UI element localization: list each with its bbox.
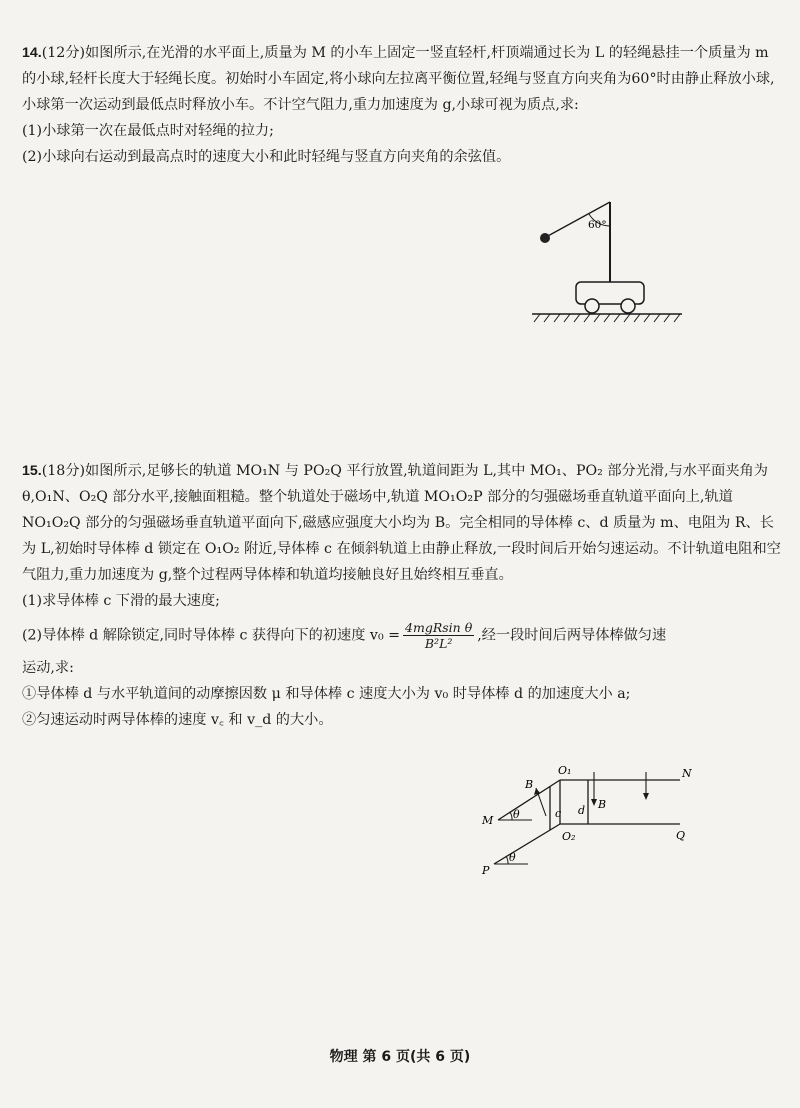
figure-rails [470,760,700,885]
cart-wheel-left [585,299,599,313]
label-O2: O₂ [562,830,576,843]
rod-c-label: c [555,807,562,820]
item-1: ①导体棒 d 与水平轨道间的动摩擦因数 μ 和导体棒 c 速度大小为 v₀ 时导体棒 d 的加速度大小 a; [22,686,631,702]
fraction-denominator: B²L² [424,636,453,651]
label-N: N [682,767,692,780]
question-15-stem [22,458,782,588]
sub-question-1: (1)求导体棒 c 下滑的最大速度; [22,593,220,609]
field-label-incline: B [525,778,534,791]
angle-label: 60° [588,219,607,231]
label-M: M [482,814,494,827]
page-footer: 物理 第 6 页(共 6 页) [329,1049,471,1065]
question-text: (12分)如图所示,在光滑的水平面上,质量为 M 的小车上固定一竖直轻杆,杆顶端通过长为 L 的轻绳悬挂一个质量为 m 的小球,轻杆长度大于轻绳长度。初始时小车固定,将小球向左拉离平衡位置,轻绳与竖直方向夹角为60°时由静止释放小球,小球第一次运动到最低点时释放小车。不计空气阻力,重力加速度为 g,小球可视为质点,求: [22,45,775,113]
label-P: P [482,864,490,877]
question-number: 15. [22,463,42,479]
question-14-stem [22,40,782,118]
label-Q: Q [676,829,686,842]
fraction-numerator: 4mgRsin θ [405,620,473,635]
figure-pendulum-cart [520,200,700,330]
rod-d-label: d [578,804,586,817]
field-arrowhead-flat-2 [643,793,649,800]
sub-question-1: (1)小球第一次在最低点时对轻绳的拉力; [22,123,274,139]
fraction [403,620,474,651]
theta-label-P: θ [509,851,516,864]
question-15 [22,458,782,733]
question-14 [22,40,782,170]
field-arrowhead-flat-1 [591,799,597,806]
sub-question-2: (2)导体棒 d 解除锁定,同时导体棒 c 获得向下的初速度 v₀ = $\frac{\text{4mgRsin θ}}{\text{B²L²}}$ ,经一段时间后两导体棒做匀速 [22,620,667,651]
ball [540,233,550,243]
ground-hatch [534,314,680,322]
theta-label-M: θ [513,808,520,821]
theta-arc-M [510,812,512,820]
question-number: 14. [22,45,42,61]
cart-wheel-right [621,299,635,313]
sub-question-2: (2)小球向右运动到最高点时的速度大小和此时轻绳与竖直方向夹角的余弦值。 [22,149,511,165]
theta-arc-P [506,856,508,864]
sub-question-2-cont: 运动,求: [22,660,74,676]
item-2: ②匀速运动时两导体棒的速度 v꜀ 和 v_d 的大小。 [22,712,333,728]
field-label-flat: B [598,798,607,811]
question-text: (18分)如图所示,足够长的轨道 MO₁N 与 PO₂Q 平行放置,轨道间距为 L,其中 MO₁、PO₂ 部分光滑,与水平面夹角为 θ,O₁N、O₂Q 部分水平,接触面粗糙。整个轨道处于磁场中,轨道 MO₁O₂P 部分的匀强磁场垂直轨道平面向上,轨道 NO₁O₂Q 部分的匀强磁场垂直轨道平面向下,磁感应强度大小均为 B。完全相同的导体棒 c、d 质量为 m、电阻为 R、长为 L,初始时导体棒 d 锁定在 O₁O₂ 附近,导体棒 c 在倾斜轨道上由静止释放,一段时间后开始匀速运动。不计轨道电阻和空气阻力,重力加速度为 g,整个过程两导体棒和轨道均接触良好且始终相互垂直。 [22,463,781,583]
label-O1: O₁ [558,764,572,777]
cart-body [576,282,644,304]
